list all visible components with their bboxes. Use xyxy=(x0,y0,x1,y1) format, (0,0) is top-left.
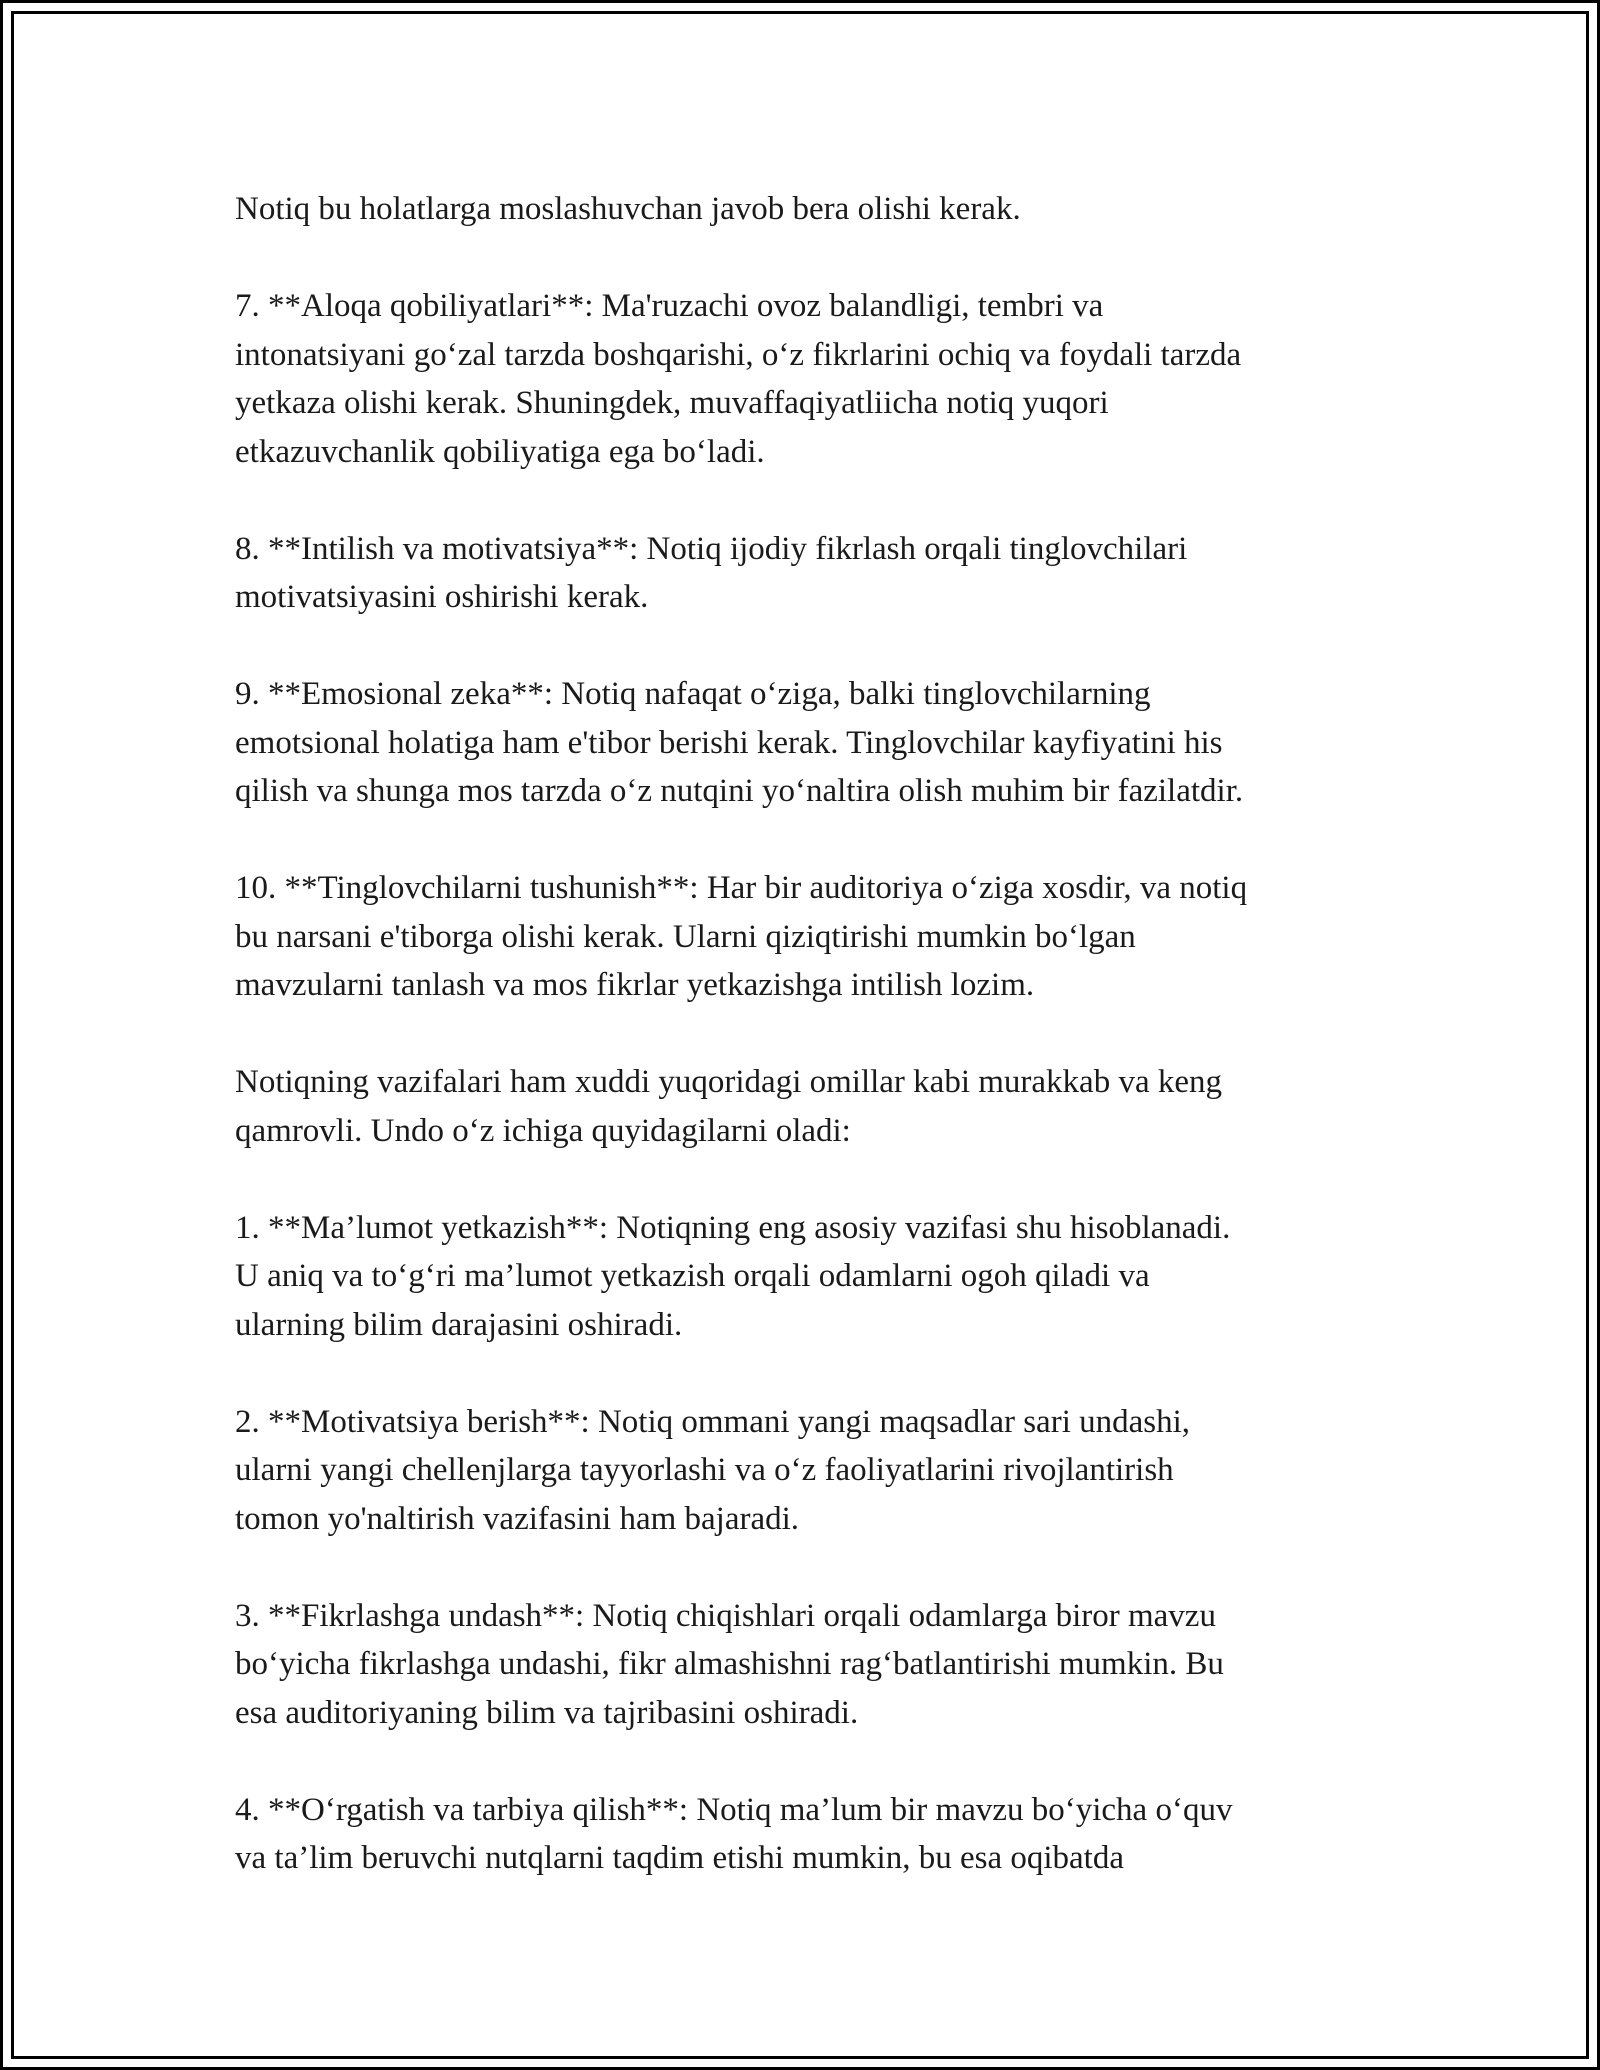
paragraph-adaptability: Notiq bu holatlarga moslashuvchan javob bera olishi kerak. xyxy=(235,191,1021,227)
paragraph-duty-4-teaching: 4. **O‘rgatish va tarbiya qilish**: Notiq ma’lum bir mavzu bo‘yicha o‘quv va ta’lim beruvchi nutqlarni taqdim etishi mumkin, bu esa oqibatda xyxy=(235,1791,1233,1876)
paragraph-duty-1-information: 1. **Ma’lumot yetkazish**: Notiqning eng asosiy vazifasi shu hisoblanadi. U aniq va to‘g‘ri ma’lumot yetkazish orqali odamlarni ogoh qiladi va ularning bilim darajasini oshiradi. xyxy=(235,1209,1231,1343)
paragraph-item-9-emotional-intelligence: 9. **Emosional zeka**: Notiq nafaqat o‘ziga, balki tinglovchilarning emotsional holatiga ham e'tibor berishi kerak. Tinglovchilar kayfiyatini his qilish va shunga mos tarzda o‘z nutqini yo‘naltira olish muhim bir fazilatdir. xyxy=(235,676,1244,809)
paragraph-duty-2-motivation: 2. **Motivatsiya berish**: Notiq ommani yangi maqsadlar sari undashi, ularni yangi chellenjlarga tayyorlashi va o‘z faoliyatlarini rivojlantirish tomon yo'naltirish vazifasini ham bajaradi. xyxy=(235,1403,1191,1537)
paragraph-item-10-understanding-audience: 10. **Tinglovchilarni tushunish**: Har bir auditoriya o‘ziga xosdir, va notiq bu narsani e'tiborga olishi kerak. Ularni qiziqtirishi mumkin bo‘lgan mavzularni tanlash va mos fikrlar yetkazishga intilish lozim. xyxy=(235,870,1248,1003)
paragraph-duty-3-thinking: 3. **Fikrlashga undash**: Notiq chiqishlari orqali odamlarga biror mavzu bo‘yicha fikrlashga undashi, fikr almashishni rag‘batlantirishi mumkin. Bu esa auditoriyaning bilim va tajribasini oshiradi. xyxy=(235,1597,1224,1731)
paragraph-duties-intro: Notiqning vazifalari ham xuddi yuqoridagi omillar kabi murakkab va keng qamrovli. Undo o‘z ichiga quyidagilarni oladi: xyxy=(235,1064,1222,1149)
paragraph-item-7-communication: 7. **Aloqa qobiliyatlari**: Ma'ruzachi ovoz balandligi, tembri va intonatsiyani go‘zal tarzda boshqarishi, o‘z fikrlarini ochiq va foydali tarzda yetkaza olishi kerak. Shuningdek, muvaffaqiyatliicha notiq yuqori etkazuvchanlik qobiliyatiga ega bo‘ladi. xyxy=(235,288,1242,470)
paragraph-item-8-motivation: 8. **Intilish va motivatsiya**: Notiq ijodiy fikrlash orqali tinglovchilari motivatsiyasini oshirishi kerak. xyxy=(235,530,1188,615)
document-body xyxy=(235,185,1375,1931)
